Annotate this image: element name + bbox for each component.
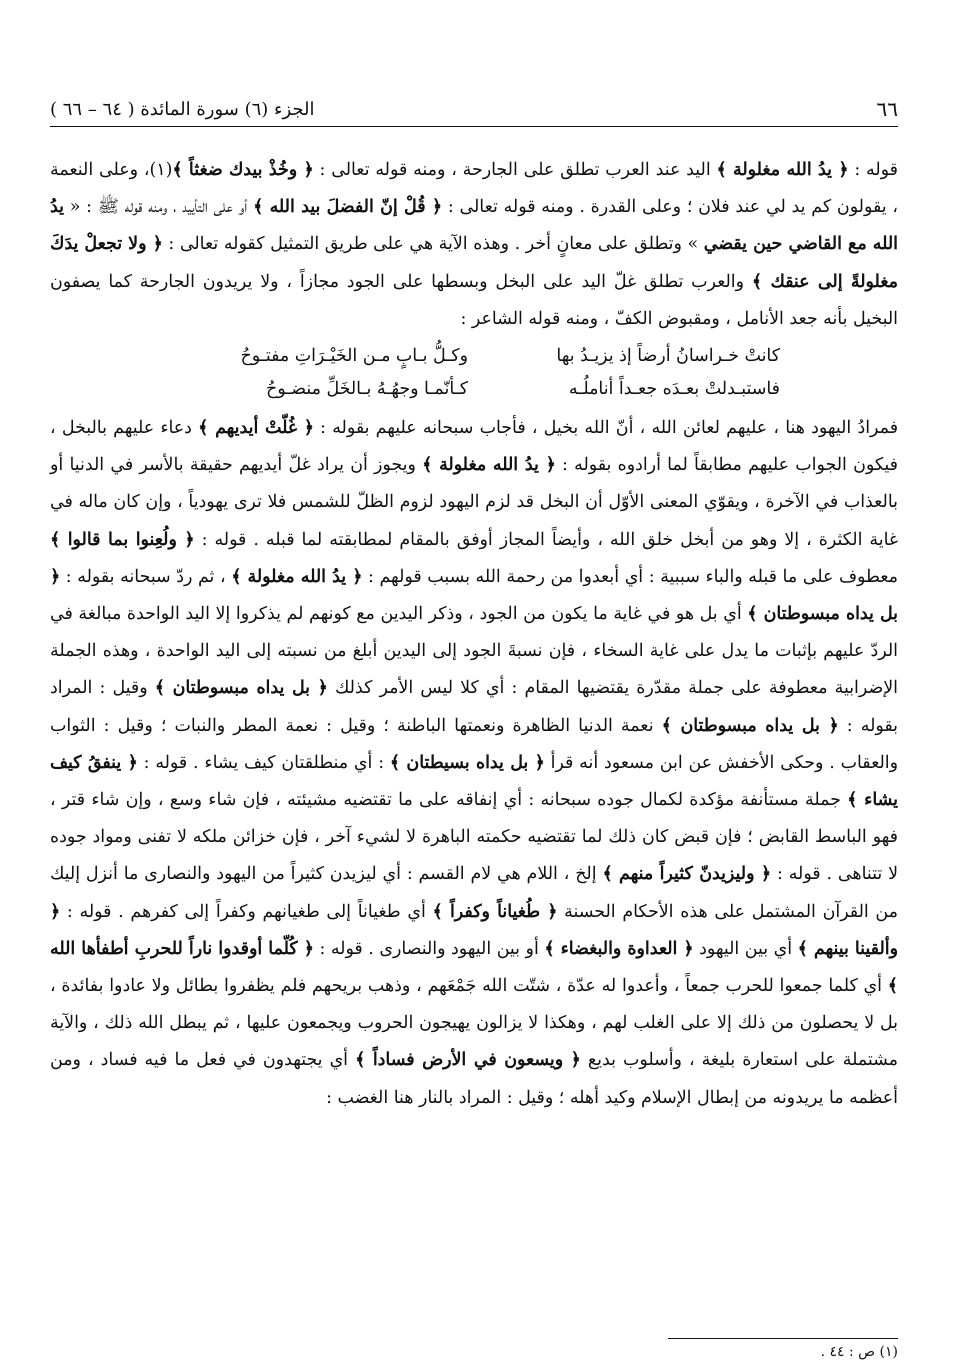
text-run: » وتطلق على معانٍ أخر . وهذه الآية هي على طريق التمثيل كقوله تعالى : xyxy=(162,234,704,255)
main-text xyxy=(50,152,898,1117)
quote-text: ﴿ طُغياناً وكفراً ﴾ xyxy=(432,901,558,922)
quote-text: ﴿ يدُ الله مغلولة ﴾ xyxy=(716,160,849,180)
verse-2 xyxy=(180,373,780,406)
text-run: قوله : xyxy=(848,160,898,180)
quote-text: ﴿ ولا تجعلْ يدَكَ مغلولةً إلى عنقك ﴾ xyxy=(50,234,898,292)
quote-text: ﴿ كُلّما أوقدوا ناراً للحربِ أطفأها الله ﴾ xyxy=(50,938,898,997)
verse-2-first-hemistich: فاستبـدلتْ بعـدَه جعـداً أناملُـه xyxy=(568,379,780,400)
paragraph-1 xyxy=(50,152,898,338)
quote-text: ﴿ غُلّتْ أيديهم ﴾ xyxy=(198,418,314,439)
quote-text: ﴿ ولُعِنوا بما قالوا ﴾ xyxy=(50,529,195,550)
text-run: أي بل هو في غاية ما يكون من الجود ، وذكر اليدين مع كونهم لم يذكروا إلا اليد الواحدة مبالغة في الردّ عليهم بإثبات ما يدل على غاية السخاء ، فإن نسبةَ الجود إلى اليدين أبلغ من نسبته إلى اليد الواحدة ، وهذه الجملة الإضرابية معطوفة على جملة مقدّرة يقتضيها المقام : أي كلا ليس الأمر كذلك xyxy=(50,604,898,699)
page-header xyxy=(50,92,898,127)
text-run: نعمة الدنيا الظاهرة ونعمتها الباطنة ؛ وقيل : نعمة المطر والنبات ؛ وقيل : الثواب والعقاب . وحكى الأخفش عن ابن مسعود أنه قرأ xyxy=(50,715,899,773)
quote-text: يدُ الله مع القاضي حين يقضي xyxy=(50,197,898,255)
quote-text: ﴿ يدُ الله مغلولة ﴾ xyxy=(422,455,556,476)
text-run: وقيل : المراد بقوله : xyxy=(50,678,898,736)
quote-text: ﴿ بل يداه مبسوطتان ﴾ xyxy=(661,715,839,736)
text-run: فمرادُ اليهود هنا ، عليهم لعائن الله ، أنّ الله بخيل ، فأجاب سبحانه عليهم بقوله : xyxy=(313,418,899,439)
running-title: الجزء (٦) سورة المائدة ( ٦٤ – ٦٦ ) xyxy=(50,98,315,120)
quote-text: ﴿ ينفقُ كيف يشاء ﴾ xyxy=(50,752,898,811)
text-run: : أي منطلقتان كيف يشاء . قوله : xyxy=(137,752,390,773)
text-run: (١)، وعلى النعمة ، يقولون كم يد لي عند فلان ؛ وعلى القدرة . ومنه قوله تعالى : xyxy=(50,160,899,218)
footnote-rule xyxy=(668,1338,898,1339)
page-number: ٦٦ xyxy=(876,97,898,121)
text-run: جملة مستأنفة مؤكدة لكمال جوده سبحانه : أي إنفاقه على ما تقتضيه مشيئته ، فإن شاء وسع ، وإن شاء قتر ، فهو الباسط القابض ؛ فإن قبض كان ذلك لما تقتضيه حكمته الباهرة لا لشيء آخر ، فإن خزائن ملكه لا تفنى ومواد جوده لا تتناهى . قوله : xyxy=(50,790,898,885)
quote-text: ﴿ يدُ الله مغلولة ﴾ xyxy=(231,566,363,587)
text-run: إلخ ، اللام هي لام القسم : أي ليزيدن كثيراً من اليهود والنصارى ما أنزل إليك من القرآن المشتمل على هذه الأحكام الحسنة xyxy=(50,864,898,922)
quote-text: ﴿ وألقينا بينهم ﴾ xyxy=(50,901,898,959)
verse-1-first-hemistich: كانتْ خـراسانُ أرضاً إذ يزيـدُ بها xyxy=(556,346,780,367)
text-run: أي يجتهدون في فعل ما فيه فساد ، ومن أعظمه ما يريدونه من إبطال الإسلام وكيد أهله ؛ وقيل : المراد بالنار هنا الغضب : xyxy=(50,1050,898,1108)
text-run: أي كلما جمعوا للحرب جمعاً ، وأعدوا له عدّة ، شتّت الله جَمْعَهم ، وذهب بريحهم فلم يظفروا بطائل ولا عادوا بفائدة ، بل لا يحصلون من ذلك إلا على الغلب لهم ، وهكذا لا يزالون يهيجون الحروب ويجمعون عليها ، ثم يبطل الله ذلك ، والآية مشتملة على استعارة بليغة ، وأسلوب بديع xyxy=(50,976,898,1071)
text-run: ويجوز أن يراد غلّ أيديهم حقيقة بالأسر في الدنيا أو بالعذاب في الآخرة ، ويقوّي المعنى الأوّل أن البخل قد لزم اليهود لزوم الظلّ للشمس فلا ترى يهودياً ، وإن كان ماله في غاية الكثرة ، إلا وهو من أبخل خلق الله ، وأيضاً المجاز أوفق بالمقام لمطابقته لما قبله . قوله : xyxy=(50,455,898,550)
text-run: ، ثم ردّ سبحانه بقوله : xyxy=(60,566,232,587)
quote-text: ﴿ العداوة والبغضاء ﴾ xyxy=(544,938,694,959)
paragraph-2 xyxy=(50,410,898,1117)
text-run: اليد عند العرب تطلق على الجارحة ، ومنه قوله تعالى : xyxy=(313,160,717,180)
text-run: أو على التأييد ، ومنه قوله ﷺ : « xyxy=(63,197,254,218)
verse-1-second-hemistich: وكـلُّ بـابٍ مـن الخَيْـرَاتِ مفتـوحُ xyxy=(240,346,468,367)
verse-2-second-hemistich: كـأنّمـا وجهُـهُ بـالخَلِّ منضـوحُ xyxy=(265,379,468,400)
text-run: أي بين اليهود xyxy=(693,938,798,959)
text-run: دعاء عليهم بالبخل ، فيكون الجواب عليهم مطابقاً لما أرادوه بقوله : xyxy=(50,418,898,476)
text-run: معطوف على ما قبله والباء سببية : أي أبعدوا من رحمة الله بسبب قولهم : xyxy=(362,566,898,587)
text-run: والعرب تطلق غلّ اليد على البخل وبسطها على الجود مجازاً ، ولا يريدون الجارحة كما يصفون البخيل بأنه جعد الأنامل ، ومقبوض الكفّ ، ومنه قوله الشاعر : xyxy=(50,271,898,329)
poem xyxy=(180,340,898,406)
verse-1 xyxy=(180,340,780,373)
quote-text: ﴿ وليزيدنّ كثيراً منهم ﴾ xyxy=(602,864,772,885)
text-run: أو بين اليهود والنصارى . قوله : xyxy=(313,938,545,959)
quote-text: ﴿ وخُذْ بيدك ضغثاً ﴾ xyxy=(172,160,314,180)
quote-text: ﴿ بل يداه مبسوطتان ﴾ xyxy=(50,566,899,625)
quote-text: ﴿ بل يداه بسيطتان ﴾ xyxy=(389,752,545,773)
quote-text: ﴿ بل يداه مبسوطتان ﴾ xyxy=(154,678,328,699)
quote-text: ﴿ قُلْ إنّ الفضلَ بيد الله ﴾ xyxy=(253,197,443,218)
footnote: (١) ص : ٤٤ . xyxy=(820,1344,898,1360)
quote-text: ﴿ ويسعون في الأرض فساداً ﴾ xyxy=(355,1050,581,1071)
text-run: أي طغياناً إلى طغيانهم وكفراً إلى كفرهم . قوله : xyxy=(60,901,433,922)
